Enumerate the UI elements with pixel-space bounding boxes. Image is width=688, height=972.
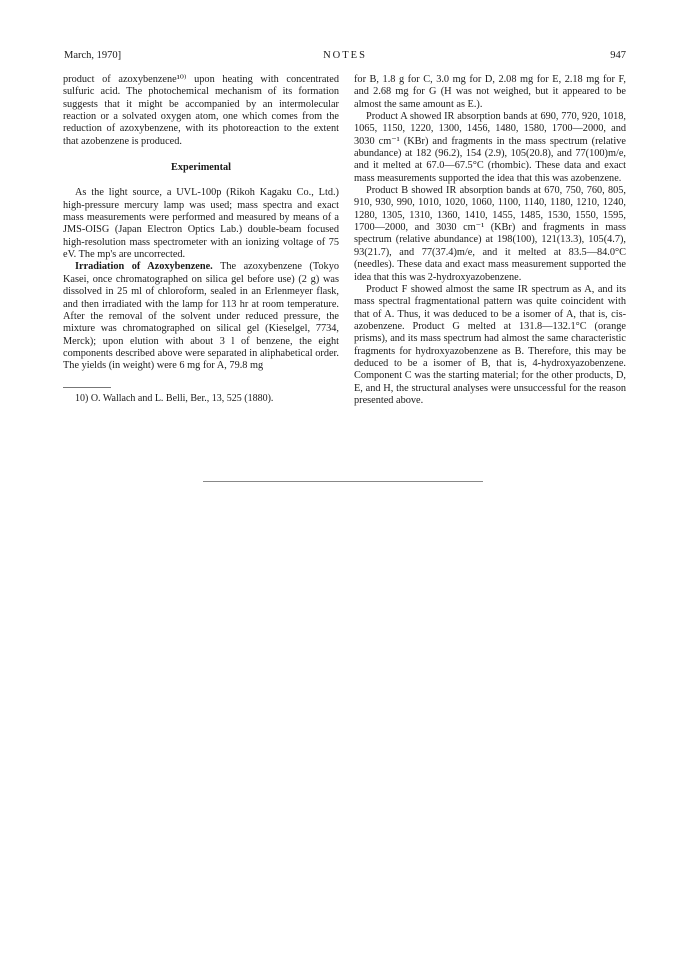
section-heading: Experimental xyxy=(170,162,232,174)
product-a-paragraph: Product A showed IR absorption bands at 690, 770, 920, 1018, 1065, 1150, 1220, 1300, 1456, 1480, 1580, 1700—2000, and 3030 cm⁻¹ (KBr) and fragments in the mass spectrum (relative abundance) at 182 (96.2), 154 (2.9), 105(20.8), and 77(100)m/e, and it melted at 67.0—67.5°C (rhombic). These data and exact mass measurements supported the idea that this was azobenzene. xyxy=(354,111,626,184)
header-section: NOTES xyxy=(323,50,367,61)
irradiation-text: The azoxybenzene (Tokyo Kasei, once chromatographed on silica gel before use) (2 g) was dissolved in 25 ml of chloroform, sealed in an Erlenmeyer flask, and then irradiated with the lamp for 113 hr at room temperature. After the removal of the solvent under reduced pressure, the mixture was chromatographed on silical gel (Kieselgel, 7734, Merck); upon elution with about 3 l of benzene, the eight components described above were separated in aliphabetical order. The yields (in weight) were 6 mg for A, 79.8 mg xyxy=(63,261,340,372)
run-in-heading: Irradiation of Azoxybenzene. xyxy=(75,261,213,273)
footnote-rule xyxy=(63,387,111,388)
yields-paragraph: for B, 1.8 g for C, 3.0 mg for D, 2.08 mg for E, 2.18 mg for F, and 2.68 mg for G (H was not weighed, but it appeared to be almost the same amount as E.). xyxy=(354,74,626,110)
irradiation-paragraph xyxy=(63,261,339,372)
page-number: 947 xyxy=(610,50,626,61)
right-column xyxy=(354,74,626,407)
footnote: 10) O. Wallach and L. Belli, Ber., 13, 525 (1880). xyxy=(75,392,274,404)
end-rule xyxy=(203,481,483,482)
apparatus-paragraph: As the light source, a UVL-100p (Rikoh Kagaku Co., Ltd.) high-pressure mercury lamp was used; mass spectra and exact mass measurements were performed and measured by means of a JMS-OISG (Japan Electron Optics Lab.) double-beam focused high-resolution mass spectrometer with an ionizing voltage of 75 eV. The mp's are uncorrected. xyxy=(63,187,339,261)
running-header xyxy=(64,50,626,64)
product-f-paragraph: Product F showed almost the same IR spectrum as A, and its mass spectral fragmentational pattern was quite coincident with that of A. Thus, it was deduced to be a isomer of A, that is, cis-azobenzene. Product G melted at 131.8—132.1°C (orange prisms), and its mass spectrum had almost the same characteristic fragments for hydroxyazobenzene as B. Therefore, this may be deduced to be a isomer of B, that is, 4-hydroxyazobenzene. Component C was the starting material; for the other products, D, E, and H, the structural analyses were unsuccessful for the reason presented above. xyxy=(354,283,626,406)
product-b-paragraph: Product B showed IR absorption bands at 670, 750, 760, 805, 910, 930, 990, 1010, 1020, 1060, 1100, 1140, 1180, 1210, 1240, 1280, 1305, 1310, 1360, 1410, 1455, 1485, 1530, 1550, 1595, 1700—2000, and 3030 cm⁻¹ (KBr) and fragments in mass spectrum (relative abundance) at 198(100), 121(13.3), 105(4.7), 93(21.7), and 77(37.4)m/e, and it melted at 83.5—84.0°C (needles). These data and exact mass measurement supported the idea that this was 2-hydroxyazobenzene. xyxy=(354,185,626,283)
left-column xyxy=(63,74,339,405)
intro-paragraph: product of azoxybenzene¹⁰⁾ upon heating with concentrated sulfuric acid. The photochemical mechanism of its formation suggests that it might be accompanied by an intermolecular reaction or a solvated oxygen atom, one which comes from the reduction of azoxybenzene, with its photoreaction to the extent that azobenzene is produced. xyxy=(63,74,339,147)
header-date: March, 1970] xyxy=(64,50,122,61)
